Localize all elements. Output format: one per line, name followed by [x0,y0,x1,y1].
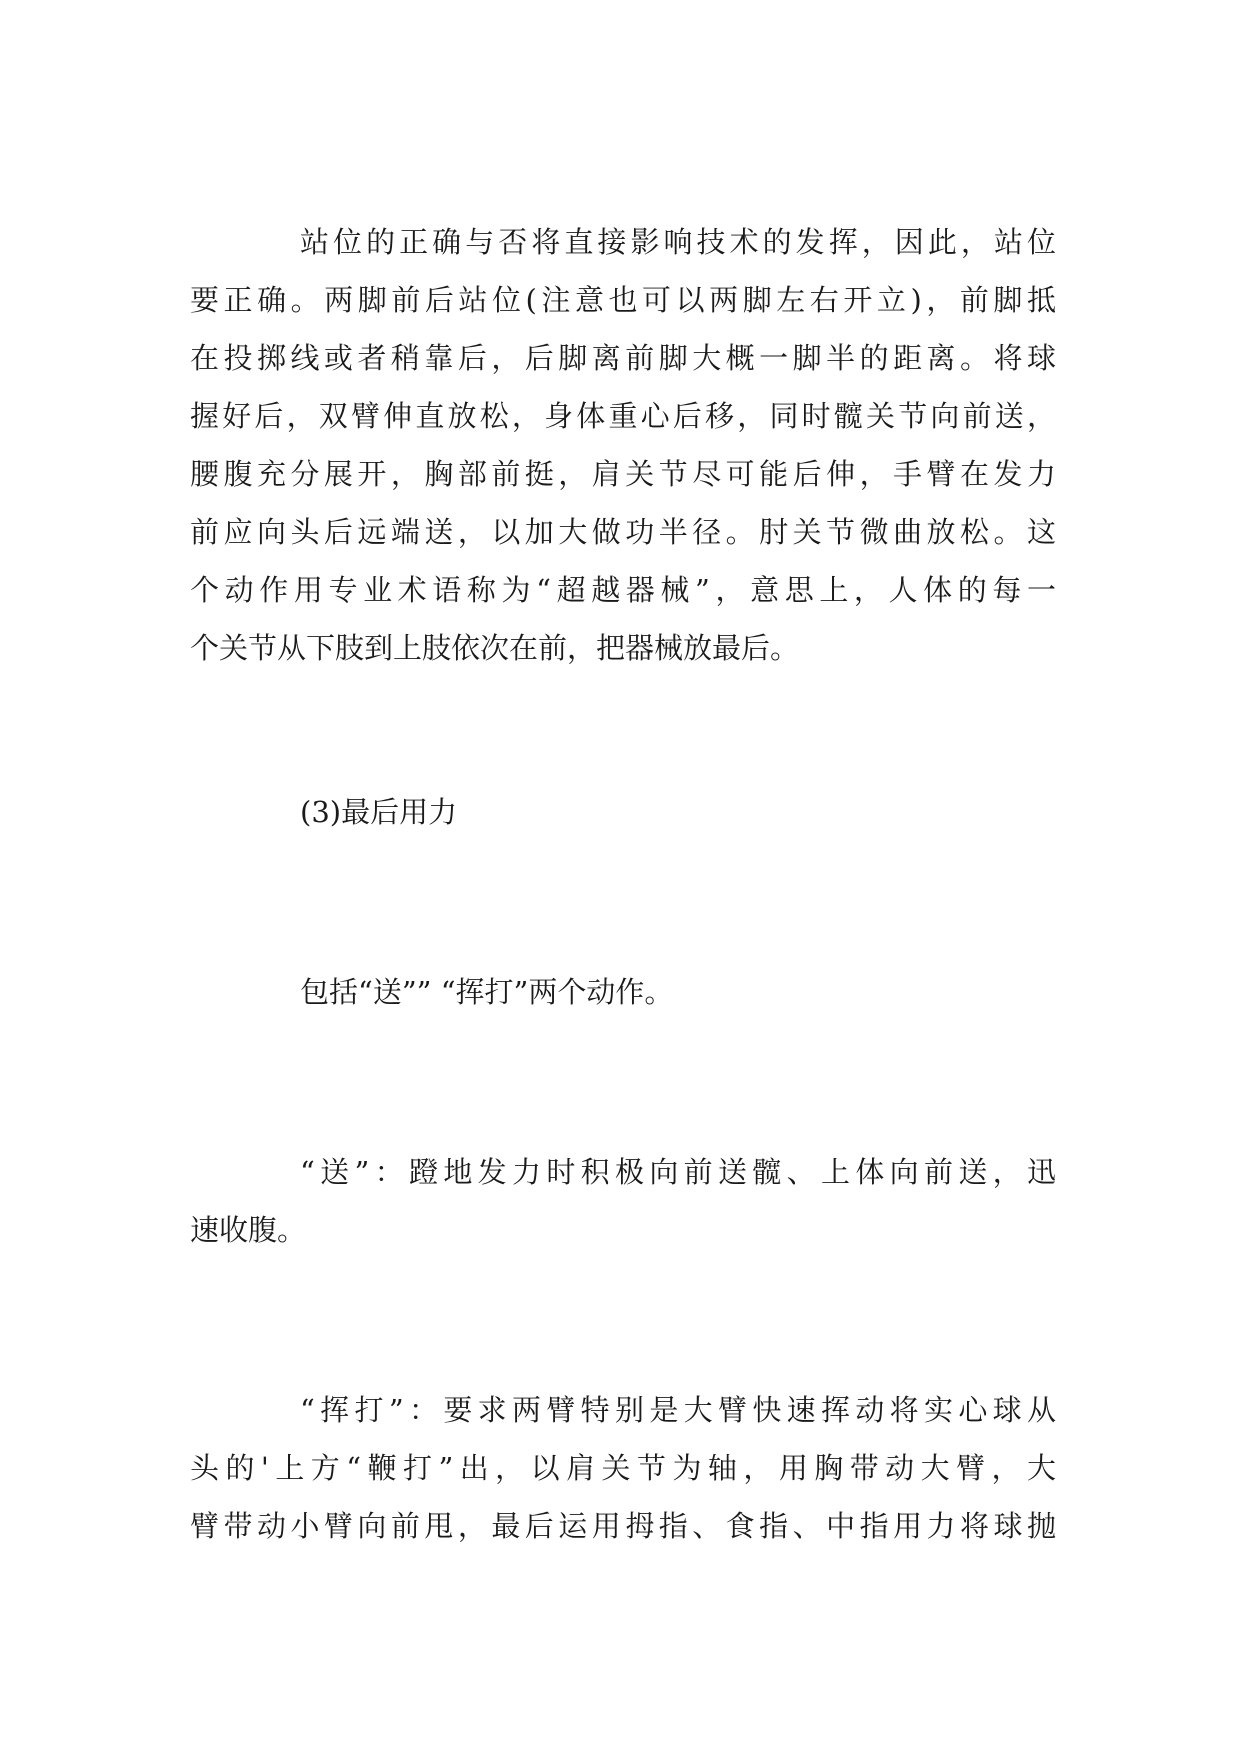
section-heading: (3)最后用力 [300,795,458,829]
paragraph-2-line-1: 包括“送”” “挥打”两个动作。 [300,975,674,1009]
paragraph-3-line-1: “送”：蹬地发力时积极向前送髋、上体向前送，迅 [300,1155,1056,1189]
paragraph-3-line-2: 速收腹。 [190,1213,307,1247]
paragraph-4-line-2: 头的'上方“鞭打”出，以肩关节为轴，用胸带动大臂，大 [190,1451,1056,1485]
paragraph-1-line-1: 站位的正确与否将直接影响技术的发挥，因此，站位 [300,225,1056,259]
paragraph-1-line-7: 个动作用专业术语称为“超越器械”，意思上，人体的每一 [190,573,1056,607]
paragraph-1-line-5: 腰腹充分展开，胸部前挺，肩关节尽可能后伸，手臂在发力 [190,457,1056,491]
paragraph-1-line-3: 在投掷线或者稍靠后，后脚离前脚大概一脚半的距离。将球 [190,341,1056,375]
paragraph-4-line-1: “挥打”：要求两臂特别是大臂快速挥动将实心球从 [300,1393,1056,1427]
paragraph-1-line-6: 前应向头后远端送，以加大做功半径。肘关节微曲放松。这 [190,515,1056,549]
paragraph-1-line-4: 握好后，双臂伸直放松，身体重心后移，同时髋关节向前送， [190,399,1056,433]
paragraph-1-line-8: 个关节从下肢到上肢依次在前，把器械放最后。 [190,631,800,665]
paragraph-4-line-3: 臂带动小臂向前甩，最后运用拇指、食指、中指用力将球抛 [190,1509,1056,1543]
paragraph-1-line-2: 要正确。两脚前后站位(注意也可以两脚左右开立)，前脚抵 [190,283,1056,317]
